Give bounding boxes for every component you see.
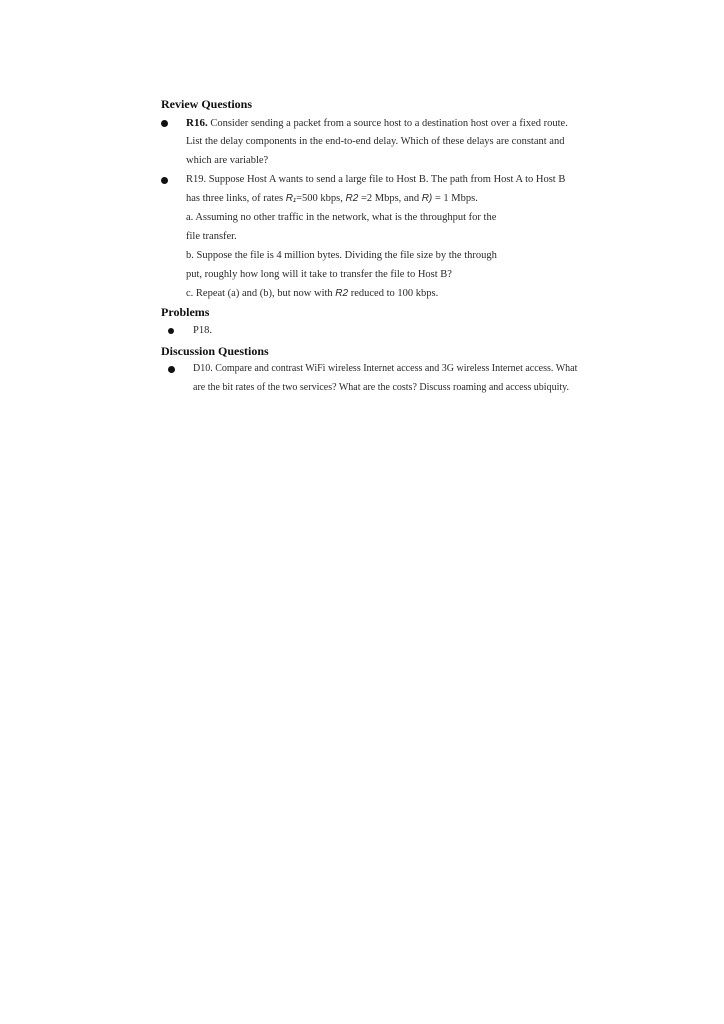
r19-a-line-2: file transfer. [186, 231, 237, 242]
d10-line-2: are the bit rates of the two services? What are the costs? Discuss roaming and access ubiquity. [193, 382, 569, 393]
r16-line-2: List the delay components in the end-to-end delay. Which of these delays are constant and [186, 136, 565, 147]
r19-b-line-1: b. Suppose the file is 4 million bytes. Dividing the file size by the through [186, 250, 497, 261]
r16-line-3: which are variable? [186, 155, 269, 166]
r19-line-1: R19. Suppose Host A wants to send a large file to Host B. The path from Host A to Host B [186, 174, 566, 185]
bullet-p18 [168, 328, 174, 334]
bullet-r19 [161, 177, 168, 184]
d10-line-1: D10. Compare and contrast WiFi wireless Internet access and 3G wireless Internet access. What [193, 363, 578, 374]
r1-var: R₁ [285, 193, 297, 204]
r16-text-1: Consider sending a packet from a source host to a destination host over a fixed route. [210, 118, 568, 129]
r3-value: = 1 Mbps. [434, 193, 478, 204]
p18-item: P18. [193, 325, 212, 336]
r19-c-text-1: c. Repeat (a) and (b), but now with [186, 288, 333, 299]
r19-c-text-2: reduced to 100 kbps. [350, 288, 439, 299]
problems-heading: Problems [161, 305, 210, 319]
r19-a-line-1: a. Assuming no other traffic in the network, what is the throughput for the [186, 212, 497, 223]
r2-var: R2 [345, 193, 359, 204]
bullet-d10 [168, 366, 175, 373]
r19-b-line-2: put, roughly how long will it take to transfer the file to Host B? [186, 269, 452, 280]
r16-code: R16. [186, 117, 208, 129]
r1-value: =500 kbps, [296, 193, 343, 204]
bullet-r16 [161, 120, 168, 127]
r19-rates-intro: has three links, of rates [186, 193, 284, 204]
r16-line-1 [186, 116, 568, 131]
r19-c-line [186, 287, 438, 301]
review-questions-heading: Review Questions [161, 97, 252, 111]
r2-value: =2 Mbps, and [360, 193, 420, 204]
r19-c-var: R2 [335, 288, 349, 299]
r3-var: R) [421, 193, 433, 204]
r19-line-2 [186, 192, 478, 206]
discussion-questions-heading: Discussion Questions [161, 344, 269, 358]
